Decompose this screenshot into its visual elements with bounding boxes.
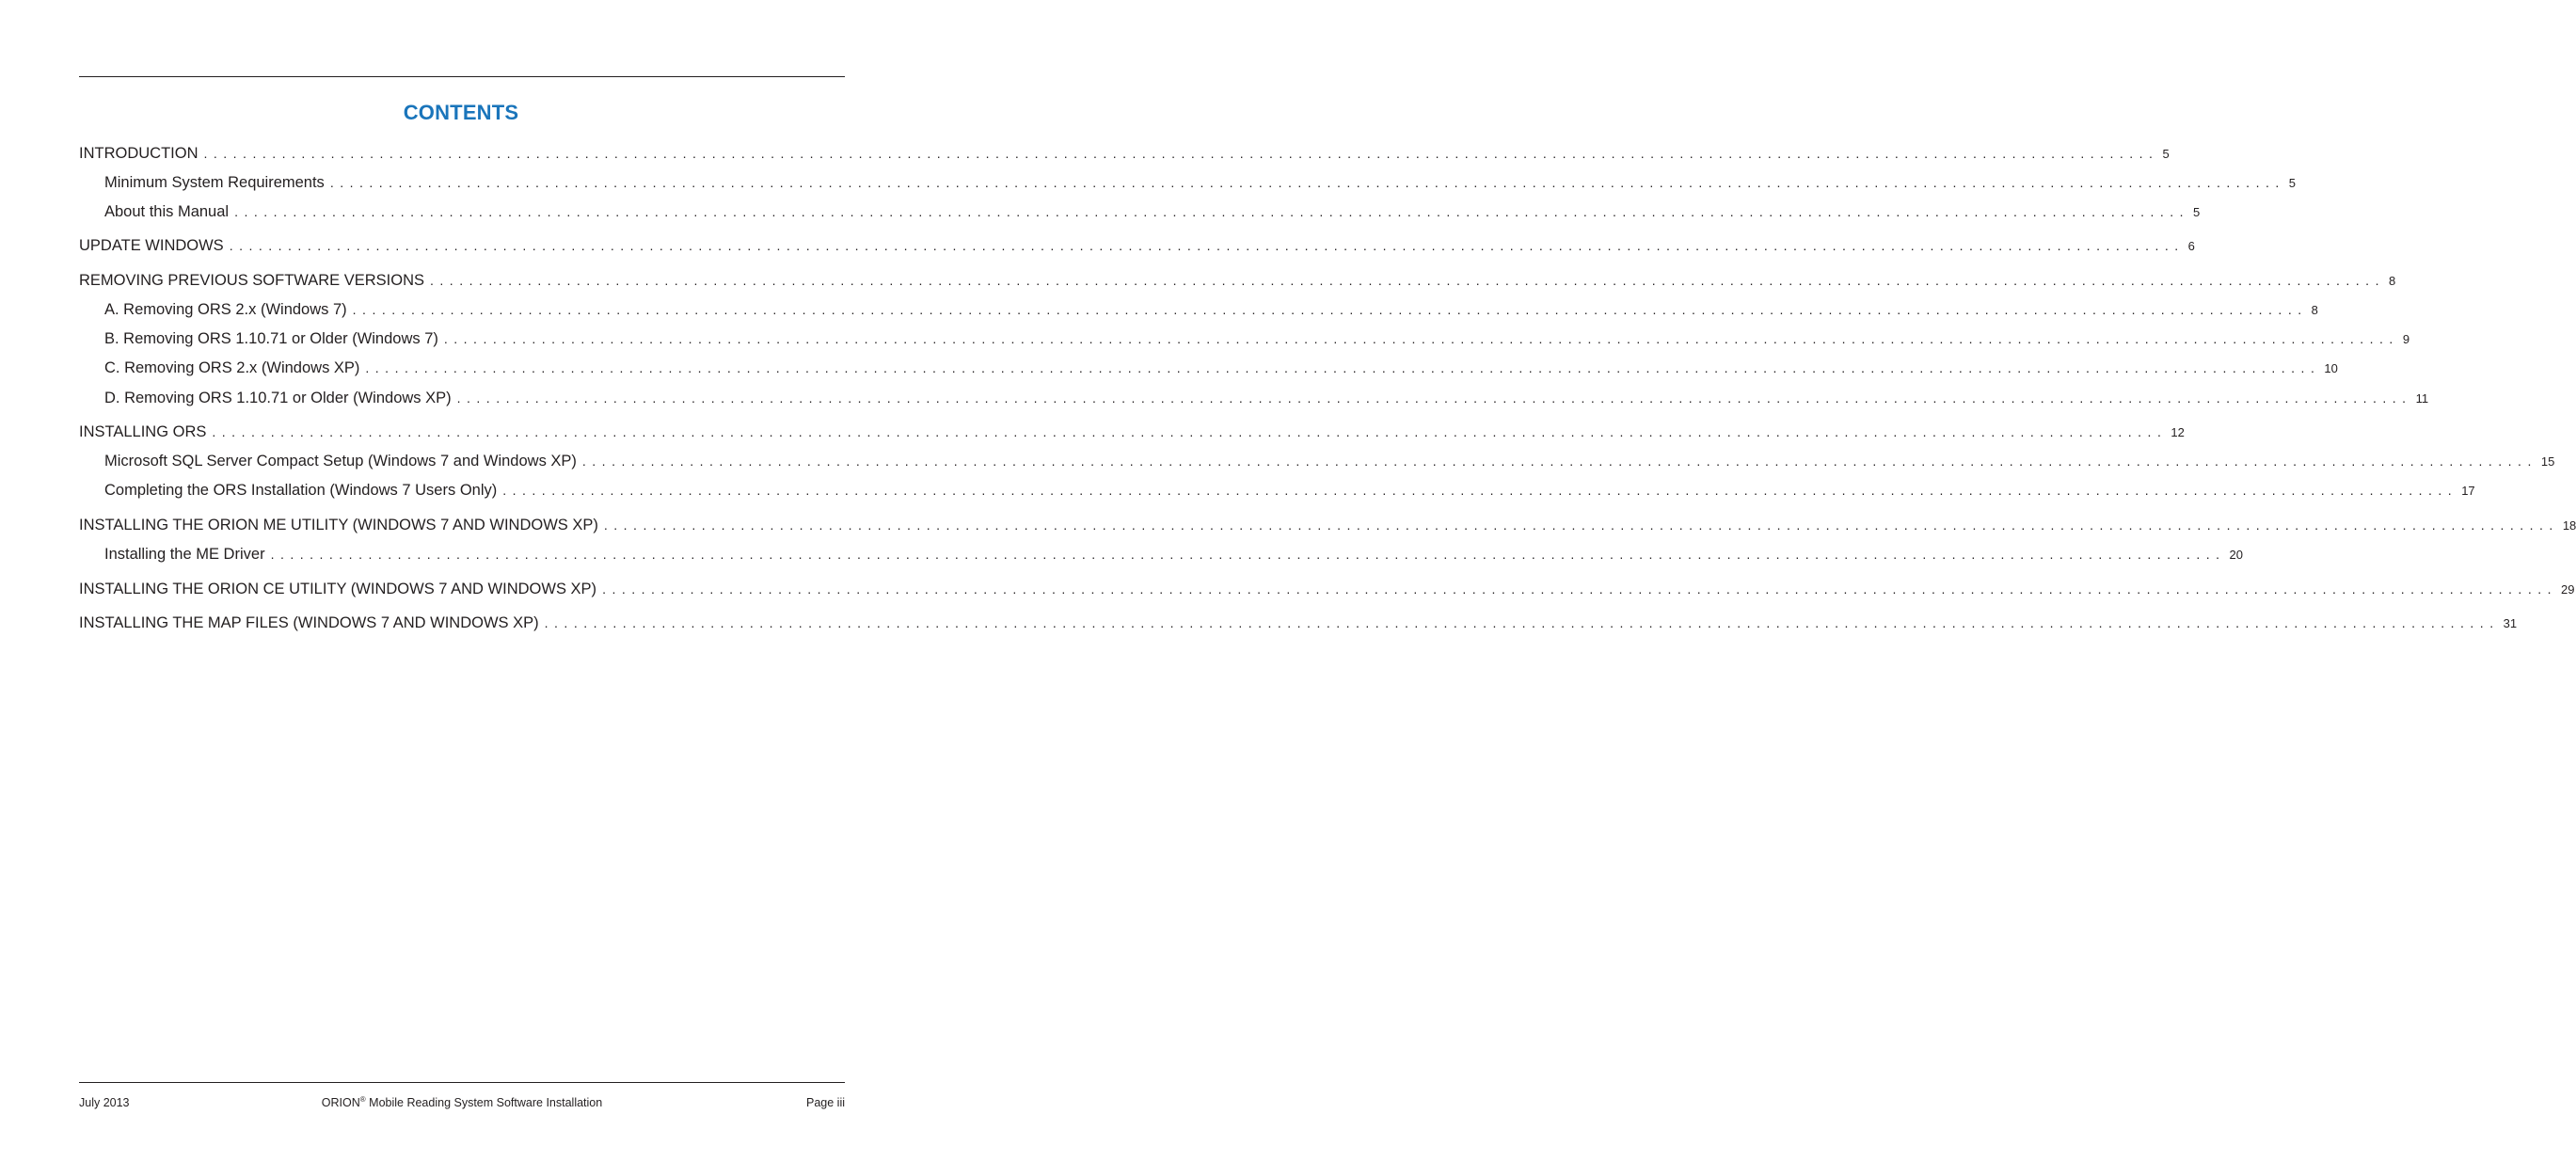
toc-entry-label: REMOVING PREVIOUS SOFTWARE VERSIONS [79,272,425,289]
toc-entry[interactable] [79,422,2185,442]
toc-leader: ........................................................................................................................................................................................................ [603,517,2559,533]
footer-brand: ORION [321,1096,360,1109]
registered-mark: ® [359,1094,366,1104]
toc-entry[interactable] [79,515,2576,535]
toc-entry-page: 10 [2324,361,2338,375]
toc-entry-page: 6 [2187,239,2195,253]
toc-entry-label: B. Removing ORS 1.10.71 or Older (Windows 7) [104,330,438,347]
toc-leader: ........................................................................................................................................................................................................ [430,273,2385,288]
toc-entry-label: A. Removing ORS 2.x (Windows 7) [104,301,347,318]
toc-entry-page: 12 [2171,425,2185,439]
toc-entry-page: 8 [2311,303,2318,317]
toc-leader: ........................................................................................................................................................................................................ [329,175,2285,190]
toc-entry[interactable] [79,235,2195,256]
footer-page-number: Page iii [806,1096,845,1109]
toc-entry-label: INSTALLING THE ORION CE UTILITY (WINDOWS 7 AND WINDOWS XP) [79,581,597,597]
toc-entry[interactable] [104,544,2243,565]
toc-leader: ........................................................................................................................................................................................................ [203,146,2159,161]
toc-entry[interactable] [104,388,2429,408]
toc-entry-label: INSTALLING THE MAP FILES (WINDOWS 7 AND WINDOWS XP) [79,614,539,631]
toc-leader: ........................................................................................................................................................................................................ [229,238,2185,253]
toc-leader: ........................................................................................................................................................................................................ [581,454,2537,469]
toc-entry-label: C. Removing ORS 2.x (Windows XP) [104,359,360,376]
toc-entry-page: 31 [2503,616,2518,630]
toc-entry-label: Microsoft SQL Server Compact Setup (Windows 7 and Windows XP) [104,453,577,470]
toc-entry-label: Completing the ORS Installation (Windows 7 Users Only) [104,482,498,499]
toc-entry-page: 5 [2193,205,2201,219]
toc-entry[interactable] [104,328,2410,349]
toc-leader: ........................................................................................................................................................................................................ [502,483,2458,498]
toc-entry-label: Minimum System Requirements [104,174,325,191]
toc-entry-page: 18 [2562,518,2576,533]
bottom-rule [79,1082,845,1083]
toc-entry[interactable] [79,143,2170,164]
toc-entry[interactable] [104,451,2555,471]
footer-document-title [79,1096,845,1109]
toc-entry[interactable] [79,579,2575,599]
toc-entry[interactable] [79,270,2396,291]
toc-entry-page: 5 [2162,147,2170,161]
toc-entry-page: 29 [2561,582,2575,597]
toc-leader: ........................................................................................................................................................................................................ [234,204,2190,219]
toc-entry-label: UPDATE WINDOWS [79,237,224,254]
toc-entry-label: INTRODUCTION [79,145,199,162]
toc-leader: ........................................................................................................................................................................................................ [352,302,2308,317]
toc-entry-page: 11 [2415,391,2429,406]
top-rule [79,76,845,77]
toc-entry-label: INSTALLING ORS [79,423,207,440]
toc-leader: ........................................................................................................................................................................................................ [456,390,2412,406]
footer-title-rest: Mobile Reading System Software Installation [365,1096,603,1109]
footer-date: July 2013 [79,1096,130,1109]
toc-entry-page: 8 [2388,274,2396,288]
toc-entry-page: 20 [2229,548,2243,562]
toc-leader: ........................................................................................................................................................................................................ [365,360,2321,375]
toc-entry-label: INSTALLING THE ORION ME UTILITY (WINDOWS 7 AND WINDOWS XP) [79,517,598,533]
toc-entry[interactable] [104,299,2318,320]
toc-leader: ........................................................................................................................................................................................................ [212,424,2168,439]
toc-entry-label: D. Removing ORS 1.10.71 or Older (Windows XP) [104,390,452,406]
toc-entry-page: 5 [2288,176,2296,190]
toc-entry-label: Installing the ME Driver [104,546,265,563]
page-title: CONTENTS [403,101,519,124]
toc-entry[interactable] [104,172,2296,193]
toc-entry[interactable] [79,613,2518,633]
toc-entry[interactable] [104,201,2201,222]
toc-leader: ........................................................................................................................................................................................................ [270,547,2226,562]
toc-entry[interactable] [104,480,2475,501]
toc-entry-page: 9 [2402,332,2410,346]
toc-entry-page: 17 [2461,484,2475,498]
toc-leader: ........................................................................................................................................................................................................ [544,615,2500,630]
page-footer [79,1096,845,1113]
toc-leader: ........................................................................................................................................................................................................ [443,331,2399,346]
toc-entry-label: About this Manual [104,203,230,220]
toc-entry-page: 15 [2540,454,2555,469]
toc-entry[interactable] [104,358,2338,378]
toc-leader: ........................................................................................................................................................................................................ [602,581,2557,597]
